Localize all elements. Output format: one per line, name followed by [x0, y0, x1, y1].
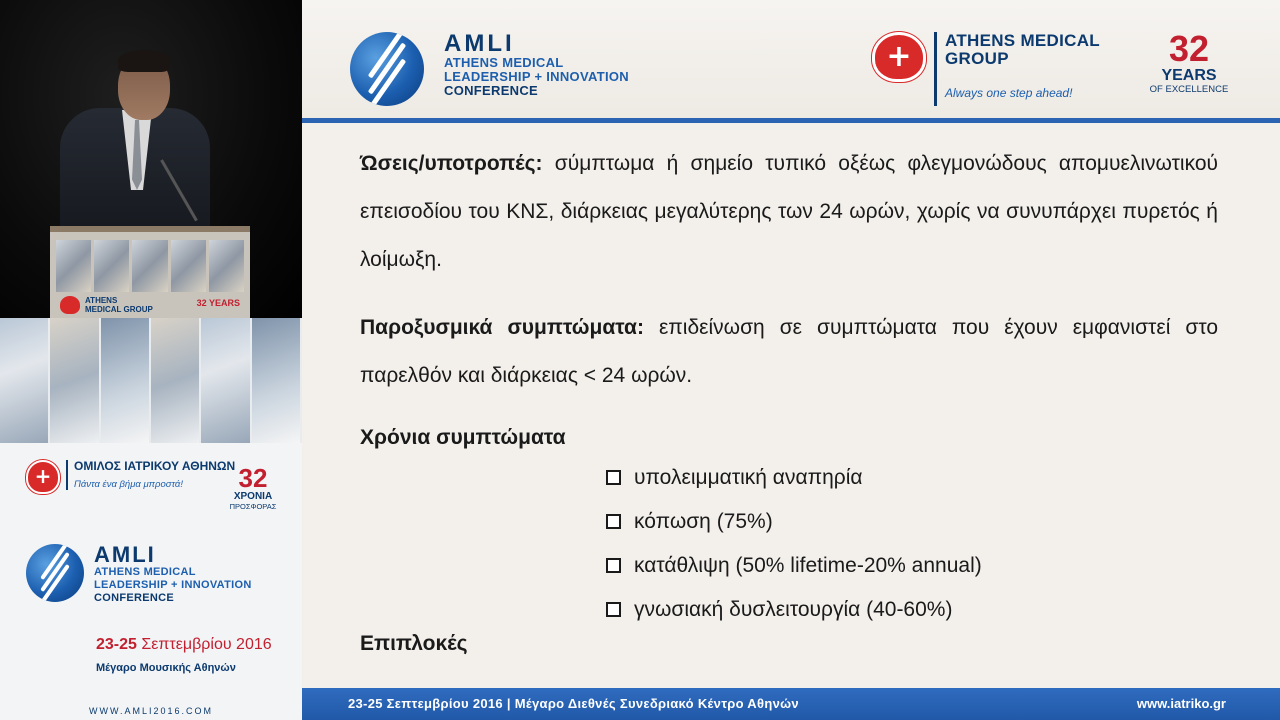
paragraph-paroxysmal [360, 304, 1218, 400]
years-number: 32 [238, 463, 268, 493]
amli-line-1: ATHENS MEDICAL [94, 566, 196, 578]
list-item-text: κόπωση (75%) [634, 510, 773, 533]
checkbox-bullet-icon [606, 602, 621, 617]
podium-years: 32 YEARS [196, 298, 240, 308]
heart-logo-icon [60, 296, 80, 314]
definition-paroxysmal: επιδείνωση σε συμπτώματα που έχουν εμφανιστεί στο παρελθόν και διάρκειας < 24 ωρών. [360, 316, 1218, 387]
heart-cross-icon [26, 460, 60, 494]
checkbox-bullet-icon [606, 514, 621, 529]
chronic-symptoms-list [604, 456, 982, 632]
years-label: YEARS [1161, 67, 1217, 84]
list-item-text: κατάθλιψη (50% lifetime-20% annual) [634, 554, 982, 577]
years-number: 32 [1168, 28, 1210, 69]
amli-line-2: LEADERSHIP + INNOVATION [94, 579, 252, 591]
amli-line-3: CONFERENCE [444, 83, 539, 98]
list-item [604, 588, 982, 632]
podium-logo-text: ATHENS MEDICAL GROUP [85, 296, 153, 314]
conference-banner [0, 318, 302, 720]
list-item-text: υπολειμματική αναπηρία [634, 466, 863, 489]
header-divider [302, 118, 1280, 123]
amli-title: AMLI [94, 542, 156, 567]
footer-website: www.iatriko.gr [1136, 696, 1226, 711]
conference-website: WWW.AMLI2016.COM [88, 706, 213, 716]
conference-date-month: Σεπτεμβρίου 2016 [136, 636, 272, 653]
amli-logo [350, 32, 629, 106]
paragraph-relapses [360, 140, 1218, 284]
group-logo-gr [26, 460, 235, 494]
years-badge [1144, 30, 1234, 95]
years-label: ΧΡΟΝΙΑ [233, 491, 273, 502]
speaker-video [0, 0, 302, 318]
banner-photo-collage [0, 318, 302, 443]
list-item [604, 500, 982, 544]
podium [50, 226, 250, 318]
athens-medical-group-logo [872, 32, 1100, 106]
group-name-line-2: GROUP [945, 49, 1009, 68]
group-name-gr: ΟΜΙΛΟΣ ΙΑΤΡΙΚΟΥ ΑΘΗΝΩΝ [74, 459, 236, 473]
list-item-text: γνωσιακή δυσλειτουργία (40-60%) [634, 598, 953, 621]
chronic-symptoms-title: Χρόνια συμπτώματα [360, 426, 566, 449]
term-relapses: Ώσεις/υποτροπές: [360, 152, 543, 175]
group-tagline: Always one step ahead! [945, 86, 1073, 100]
years-sub: OF EXCELLENCE [1149, 84, 1229, 95]
years-sub: ΠΡΟΣΦΟΡΑΣ [229, 502, 277, 511]
conference-date-days: 23-25 [96, 636, 137, 653]
presentation-slide [302, 0, 1280, 720]
amli-logo-small [26, 544, 252, 605]
group-tagline-gr: Πάντα ένα βήμα μπροστά! [74, 479, 183, 490]
checkbox-bullet-icon [606, 558, 621, 573]
speaker-hair [118, 50, 170, 72]
footer-event-info: 23-25 Σεπτεμβρίου 2016 | Μέγαρο Διεθνές Συνεδριακό Κέντρο Αθηνών [348, 696, 799, 711]
video-pane [0, 0, 302, 720]
heart-cross-icon [872, 32, 926, 82]
list-item [604, 544, 982, 588]
years-badge-gr [228, 464, 278, 511]
group-name-line-1: ATHENS MEDICAL [945, 31, 1100, 50]
amli-line-2: LEADERSHIP + INNOVATION [444, 69, 629, 84]
amli-line-1: ATHENS MEDICAL [444, 55, 564, 70]
amli-line-3: CONFERENCE [94, 592, 175, 604]
conference-venue: Μέγαρο Μουσικής Αθηνών [96, 662, 236, 674]
conference-date [96, 636, 272, 654]
definition-relapses: σύμπτωμα ή σημείο τυπικό οξέως φλεγμονώδους απομυελινωτικού επεισοδίου του ΚΝΣ, διάρκειας μεγαλύτερης των 24 ωρών, χωρίς να συνυπάρχει πυρετός ή λοίμωξη. [360, 152, 1218, 271]
globe-icon [350, 32, 424, 106]
checkbox-bullet-icon [606, 470, 621, 485]
term-paroxysmal: Παροξυσμικά συμπτώματα: [360, 316, 644, 339]
slide-header [302, 0, 1280, 118]
podium-logo [60, 296, 155, 314]
list-item [604, 456, 982, 500]
podium-photo-strip [56, 240, 244, 292]
amli-title: AMLI [444, 30, 515, 57]
globe-icon [26, 544, 84, 602]
complications-title: Επιπλοκές [360, 632, 468, 655]
slide-footer [302, 688, 1280, 720]
